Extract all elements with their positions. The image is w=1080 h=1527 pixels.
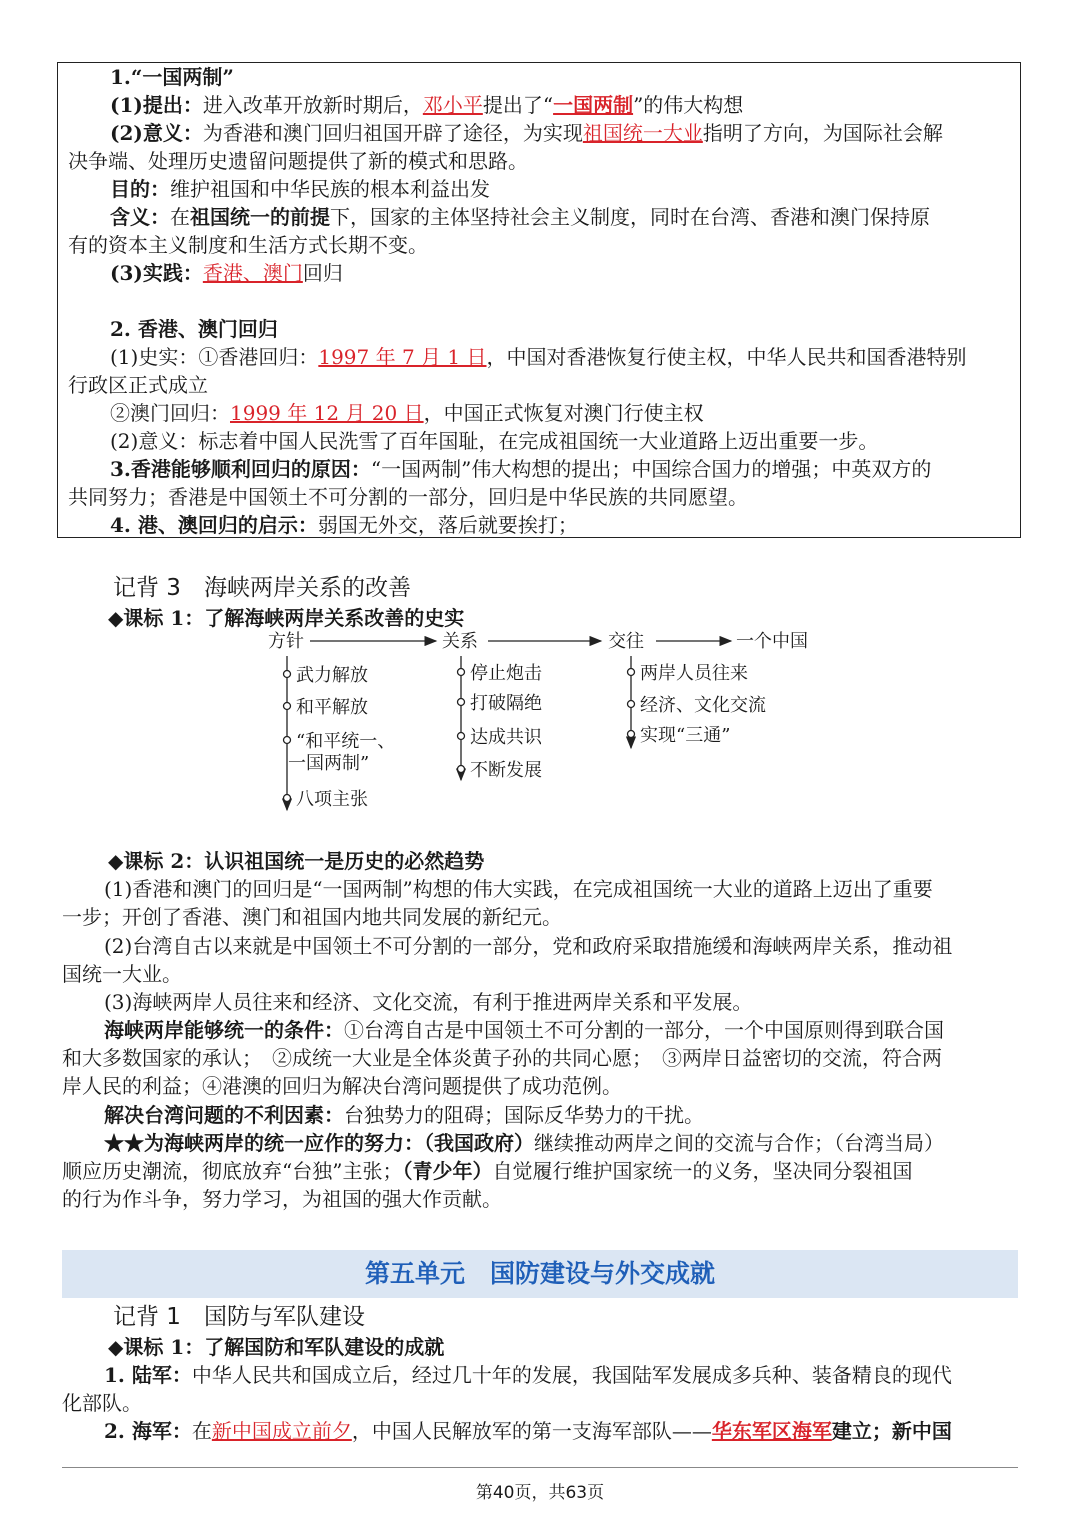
army-line-2: 化部队。: [62, 1391, 142, 1415]
unit5-standard-1-label: ◆课标 1：了解国防和军队建设的成就: [108, 1335, 445, 1359]
hk-return-line: (1)史实：①香港回归：1997 年 7 月 1 日，中国对香港恢复行使主权，中华人民共和国香港特别: [110, 345, 967, 369]
macau-return-line: ②澳门回归：1999 年 12 月 20 日，中国正式恢复对澳门行使主权: [110, 401, 704, 425]
paragraph-3: (3)海峡两岸人员往来和经济、文化交流，有利于推进两岸关系和平发展。: [104, 990, 753, 1014]
diagram-col1-item: 和平解放: [296, 697, 368, 718]
paragraph-1-cont: 一步；开创了香港、澳门和祖国内地共同发展的新纪元。: [62, 905, 562, 929]
page-number: 第40页，共63页: [475, 1483, 605, 1503]
efforts-line-3: 的行为作斗争，努力学习，为祖国的强大作贡献。: [62, 1187, 502, 1211]
diagram-col3-item: 经济、文化交流: [640, 695, 766, 716]
efforts-line: ★★为海峡两岸的统一应作的努力：（我国政府）继续推动两岸之间的交流与合作；（台湾当局）: [104, 1131, 944, 1155]
heading-one-country: 1.“一国两制”: [110, 65, 234, 89]
diagram-col2-item: 不断发展: [470, 760, 542, 781]
diagram-col3-item: 两岸人员往来: [640, 663, 748, 684]
summary-box: [57, 62, 1021, 538]
paragraph-2: (2)台湾自古以来就是中国领土不可分割的一部分，党和政府采取措施缓和海峡两岸关系，推动祖: [104, 934, 953, 958]
return-significance-line: (2)意义：标志着中国人民洗雪了百年国耻，在完成祖国统一大业道路上迈出重要一步。: [110, 429, 879, 453]
diagram-col1-item: 一国两制”: [288, 753, 370, 774]
footer-divider: [62, 1467, 1018, 1468]
diagram-col1-item: 八项主张: [296, 789, 368, 810]
diagram-header-one-china: 一个中国: [736, 631, 808, 652]
paragraph-1: (1)香港和澳门的回归是“一国两制”构想的伟大实践，在完成祖国统一大业的道路上迈出了重要: [104, 877, 933, 901]
section-title-defense: 记背 1 国防与军队建设: [113, 1304, 365, 1330]
diagram-col2-item: 停止炮击: [470, 663, 542, 684]
significance-line-2: 决争端、处理历史遗留问题提供了新的模式和思路。: [68, 149, 528, 173]
standard-1-label: ◆课标 1：了解海峡两岸关系改善的史实: [108, 606, 465, 630]
practice-line: (3)实践：香港、澳门回归: [110, 261, 343, 285]
section-title-cross-strait: 记背 3 海峡两岸关系的改善: [113, 575, 411, 601]
standard-2-label: ◆课标 2：认识祖国统一是历史的必然趋势: [108, 849, 485, 873]
meaning-line-2: 有的资本主义制度和生活方式长期不变。: [68, 233, 428, 257]
lessons-line: 4. 港、澳回归的启示：弱国无外交，落后就要挨打；: [110, 513, 578, 537]
unification-conditions: 海峡两岸能够统一的条件：①台湾自古是中国领土不可分割的一部分，一个中国原则得到联合国: [104, 1018, 944, 1042]
diagram-header-relations: 关系: [442, 631, 478, 652]
hk-return-line-2: 行政区正式成立: [68, 373, 208, 397]
reasons-line-2: 共同努力；香港是中国领土不可分割的一部分，回归是中华民族的共同愿望。: [68, 485, 748, 509]
diagram-col1-item: 武力解放: [296, 665, 368, 686]
meaning-line: 含义：在祖国统一的前提下，国家的主体坚持社会主义制度，同时在台湾、香港和澳门保持原: [110, 205, 930, 229]
diagram-col1-item: “和平统一、: [296, 731, 396, 752]
reasons-line: 3.香港能够顺利回归的原因：“一国两制”伟大构想的提出；中国综合国力的增强；中英双方的: [110, 457, 932, 481]
proposal-line: (1)提出：进入改革开放新时期后，邓小平提出了“一国两制”的伟大构想: [110, 93, 744, 117]
unification-conditions-cont: 和大多数国家的承认； ②成统一大业是全体炎黄子孙的共同心愿； ③两岸日益密切的交流，符合两: [62, 1046, 942, 1070]
unit-5-banner: 第五单元 国防建设与外交成就: [62, 1250, 1018, 1298]
diagram-col3-item: 实现“三通”: [640, 725, 731, 746]
diagram-col2-item: 达成共识: [470, 727, 542, 748]
heading-return: 2. 香港、澳门回归: [110, 317, 278, 341]
army-line: 1. 陆军：中华人民共和国成立后，经过几十年的发展，我国陆军发展成多兵种、装备精良的现代: [104, 1363, 952, 1387]
significance-line: (2)意义：为香港和澳门回归祖国开辟了途径，为实现祖国统一大业指明了方向，为国际社会解: [110, 121, 943, 145]
purpose-line: 目的：维护祖国和中华民族的根本利益出发: [110, 177, 490, 201]
unification-conditions-cont2: 岸人民的利益；④港澳的回归为解决台湾问题提供了成功范例。: [62, 1074, 622, 1098]
efforts-line-2: 顺应历史潮流，彻底放弃“台独”主张；（青少年）自觉履行维护国家统一的义务，坚决同分裂祖国: [62, 1159, 913, 1183]
diagram-header-exchange: 交往: [608, 631, 644, 652]
unfavorable-factors: 解决台湾问题的不利因素：台独势力的阻碍；国际反华势力的干扰。: [104, 1103, 704, 1127]
diagram-header-policy: 方针: [268, 631, 304, 652]
navy-line: 2. 海军：在新中国成立前夕，中国人民解放军的第一支海军部队——华东军区海军建立；新中国: [104, 1419, 952, 1443]
paragraph-2-cont: 国统一大业。: [62, 962, 182, 986]
diagram-col2-item: 打破隔绝: [470, 693, 542, 714]
